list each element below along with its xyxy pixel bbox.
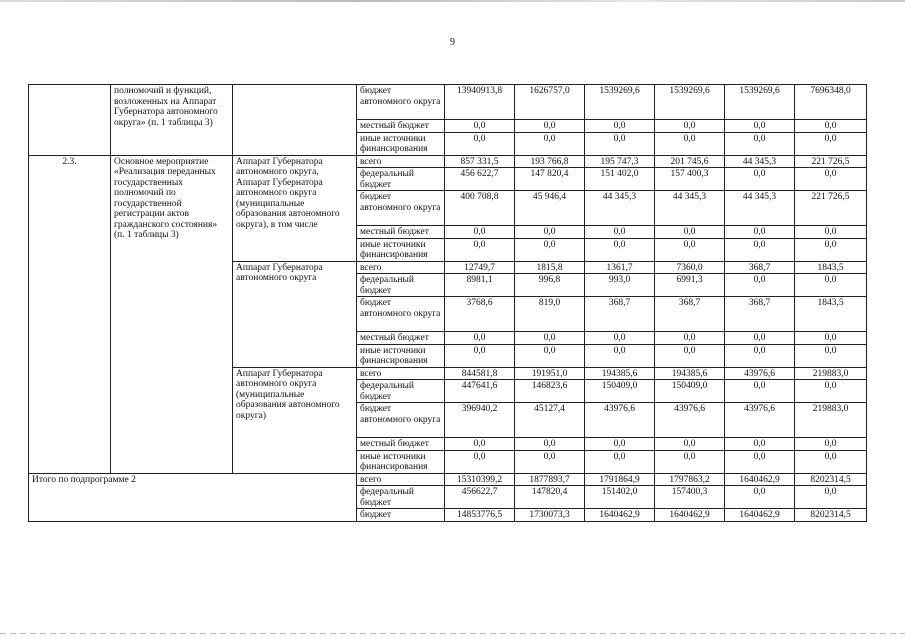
executor-cell — [233, 85, 357, 156]
value-cell: 400 708,8 — [445, 191, 515, 226]
value-cell: 1640462,9 — [655, 509, 725, 522]
measure-description: полномочий и функций, возложенных на Аппарат Губернатора автономного округа» (п. 1 таблицы 3) — [111, 85, 233, 156]
value-cell: 44 345,3 — [655, 191, 725, 226]
value-cell: 219883,0 — [795, 403, 867, 438]
value-cell: 0,0 — [795, 332, 867, 345]
value-cell: 0,0 — [725, 438, 795, 451]
value-cell: 0,0 — [795, 486, 867, 509]
value-cell: 0,0 — [515, 344, 585, 367]
value-cell: 0,0 — [515, 226, 585, 239]
value-cell: 6991,3 — [655, 274, 725, 297]
value-cell: 0,0 — [515, 238, 585, 261]
value-cell: 857 331,5 — [445, 155, 515, 168]
value-cell: 0,0 — [725, 486, 795, 509]
value-cell: 0,0 — [445, 226, 515, 239]
source-label: федеральный бюджет — [357, 274, 445, 297]
value-cell: 0,0 — [795, 344, 867, 367]
scan-edge-bottom — [0, 633, 905, 634]
value-cell: 201 745,6 — [655, 155, 725, 168]
value-cell: 221 726,5 — [795, 191, 867, 226]
value-cell: 44 345,3 — [585, 191, 655, 226]
value-cell: 1730073,3 — [515, 509, 585, 522]
value-cell: 0,0 — [515, 450, 585, 473]
value-cell: 447641,6 — [445, 380, 515, 403]
value-cell: 13940913,8 — [445, 85, 515, 120]
value-cell: 44 345,3 — [725, 155, 795, 168]
value-cell: 43976,6 — [655, 403, 725, 438]
executor-cell: Аппарат Губернатора автономного округа (муниципальные образования автономного округа) — [233, 367, 357, 473]
value-cell: 0,0 — [795, 274, 867, 297]
value-cell: 0,0 — [795, 132, 867, 155]
value-cell: 0,0 — [795, 438, 867, 451]
value-cell: 43976,6 — [725, 367, 795, 380]
value-cell: 147820,4 — [515, 486, 585, 509]
value-cell: 221 726,5 — [795, 155, 867, 168]
value-cell: 0,0 — [795, 168, 867, 191]
value-cell: 0,0 — [795, 226, 867, 239]
value-cell: 14853776,5 — [445, 509, 515, 522]
funding-table — [28, 84, 867, 522]
value-cell: 0,0 — [795, 120, 867, 133]
value-cell: 368,7 — [655, 297, 725, 332]
value-cell: 151 402,0 — [585, 168, 655, 191]
value-cell: 191951,0 — [515, 367, 585, 380]
value-cell: 195 747,3 — [585, 155, 655, 168]
value-cell: 151402,0 — [585, 486, 655, 509]
value-cell: 1877893,7 — [515, 473, 585, 486]
value-cell: 0,0 — [445, 450, 515, 473]
value-cell: 1539269,6 — [585, 85, 655, 120]
value-cell: 7360,0 — [655, 261, 725, 274]
value-cell: 15310399,2 — [445, 473, 515, 486]
value-cell: 1640462,9 — [725, 473, 795, 486]
value-cell: 0,0 — [515, 132, 585, 155]
value-cell: 1843,5 — [795, 261, 867, 274]
value-cell: 0,0 — [725, 132, 795, 155]
source-label: бюджет автономного округа — [357, 85, 445, 120]
value-cell: 150409,0 — [655, 380, 725, 403]
value-cell: 0,0 — [585, 238, 655, 261]
value-cell: 0,0 — [655, 120, 725, 133]
table-row — [29, 473, 867, 486]
value-cell: 0,0 — [725, 120, 795, 133]
value-cell: 368,7 — [725, 261, 795, 274]
source-label: иные источники финансирования — [357, 344, 445, 367]
number-cell — [29, 85, 111, 156]
value-cell: 0,0 — [445, 120, 515, 133]
value-cell: 0,0 — [655, 344, 725, 367]
value-cell: 219883,0 — [795, 367, 867, 380]
source-label: иные источники финансирования — [357, 238, 445, 261]
value-cell: 0,0 — [725, 450, 795, 473]
value-cell: 819,0 — [515, 297, 585, 332]
value-cell: 193 766,8 — [515, 155, 585, 168]
source-label: всего — [357, 473, 445, 486]
value-cell: 0,0 — [585, 438, 655, 451]
value-cell: 0,0 — [795, 380, 867, 403]
value-cell: 0,0 — [585, 132, 655, 155]
value-cell: 0,0 — [725, 168, 795, 191]
value-cell: 1361,7 — [585, 261, 655, 274]
subprogram-total-label: Итого по подпрограмме 2 — [29, 473, 357, 521]
value-cell: 12749,7 — [445, 261, 515, 274]
value-cell: 0,0 — [515, 438, 585, 451]
page-number: 9 — [450, 37, 455, 48]
value-cell: 0,0 — [655, 438, 725, 451]
value-cell: 157400,3 — [655, 486, 725, 509]
value-cell: 0,0 — [585, 226, 655, 239]
value-cell: 1797863,2 — [655, 473, 725, 486]
measure-description: Основное мероприятие «Реализация переданных государственных полномочий по государственной регистрации актов гражданского состояния» (п. 1 таблицы 3) — [111, 155, 233, 473]
source-label: местный бюджет — [357, 332, 445, 345]
value-cell: 0,0 — [445, 238, 515, 261]
table-row — [29, 85, 867, 120]
value-cell: 0,0 — [725, 332, 795, 345]
value-cell: 1815,8 — [515, 261, 585, 274]
value-cell: 1626757,0 — [515, 85, 585, 120]
scan-edge-top — [0, 0, 905, 2]
value-cell: 194385,6 — [655, 367, 725, 380]
value-cell: 0,0 — [445, 344, 515, 367]
value-cell: 1539269,6 — [655, 85, 725, 120]
value-cell: 396940,2 — [445, 403, 515, 438]
value-cell: 456622,7 — [445, 486, 515, 509]
measure-number: 2.3. — [29, 155, 111, 473]
value-cell: 0,0 — [725, 274, 795, 297]
source-label: иные источники финансирования — [357, 450, 445, 473]
executor-cell: Аппарат Губернатора автономного округа — [233, 261, 357, 367]
table-row — [29, 155, 867, 168]
value-cell: 150409,0 — [585, 380, 655, 403]
value-cell: 0,0 — [655, 332, 725, 345]
value-cell: 0,0 — [725, 238, 795, 261]
source-label: бюджет автономного округа — [357, 403, 445, 438]
value-cell: 43976,6 — [585, 403, 655, 438]
value-cell: 194385,6 — [585, 367, 655, 380]
value-cell: 147 820,4 — [515, 168, 585, 191]
value-cell: 44 345,3 — [725, 191, 795, 226]
value-cell: 0,0 — [725, 226, 795, 239]
value-cell: 8202314,5 — [795, 509, 867, 522]
value-cell: 0,0 — [445, 132, 515, 155]
value-cell: 0,0 — [655, 450, 725, 473]
source-label: бюджет автономного округа — [357, 191, 445, 226]
source-label: федеральный бюджет — [357, 486, 445, 509]
value-cell: 0,0 — [585, 450, 655, 473]
value-cell: 0,0 — [515, 332, 585, 345]
value-cell: 1640462,9 — [725, 509, 795, 522]
source-label: федеральный бюджет — [357, 168, 445, 191]
source-label: всего — [357, 261, 445, 274]
value-cell: 0,0 — [655, 226, 725, 239]
value-cell: 146823,6 — [515, 380, 585, 403]
value-cell: 45127,4 — [515, 403, 585, 438]
source-label: местный бюджет — [357, 438, 445, 451]
value-cell: 368,7 — [725, 297, 795, 332]
value-cell: 0,0 — [515, 120, 585, 133]
source-label: всего — [357, 155, 445, 168]
value-cell: 0,0 — [725, 344, 795, 367]
value-cell: 1539269,6 — [725, 85, 795, 120]
value-cell: 8202314,5 — [795, 473, 867, 486]
value-cell: 368,7 — [585, 297, 655, 332]
value-cell: 157 400,3 — [655, 168, 725, 191]
value-cell: 0,0 — [585, 120, 655, 133]
value-cell: 0,0 — [585, 344, 655, 367]
value-cell: 43976,6 — [725, 403, 795, 438]
source-label: иные источники финансирования — [357, 132, 445, 155]
value-cell: 0,0 — [655, 132, 725, 155]
executor-cell: Аппарат Губернатора автономного округа, Аппарат Губернатора автономного округа (муниципальные образования автономного округа), в том числе — [233, 155, 357, 261]
source-label: бюджет автономного округа — [357, 297, 445, 332]
value-cell: 1843,5 — [795, 297, 867, 332]
source-label: бюджет — [357, 509, 445, 522]
value-cell: 844581,8 — [445, 367, 515, 380]
source-label: местный бюджет — [357, 226, 445, 239]
value-cell: 0,0 — [585, 332, 655, 345]
value-cell: 3768,6 — [445, 297, 515, 332]
value-cell: 0,0 — [655, 238, 725, 261]
source-label: местный бюджет — [357, 120, 445, 133]
value-cell: 456 622,7 — [445, 168, 515, 191]
value-cell: 993,0 — [585, 274, 655, 297]
value-cell: 8981,1 — [445, 274, 515, 297]
value-cell: 0,0 — [795, 450, 867, 473]
value-cell: 0,0 — [795, 238, 867, 261]
value-cell: 996,8 — [515, 274, 585, 297]
value-cell: 1640462,9 — [585, 509, 655, 522]
value-cell: 45 946,4 — [515, 191, 585, 226]
value-cell: 0,0 — [445, 438, 515, 451]
value-cell: 0,0 — [445, 332, 515, 345]
value-cell: 1791864,9 — [585, 473, 655, 486]
source-label: федеральный бюджет — [357, 380, 445, 403]
value-cell: 7696348,0 — [795, 85, 867, 120]
value-cell: 0,0 — [725, 380, 795, 403]
source-label: всего — [357, 367, 445, 380]
